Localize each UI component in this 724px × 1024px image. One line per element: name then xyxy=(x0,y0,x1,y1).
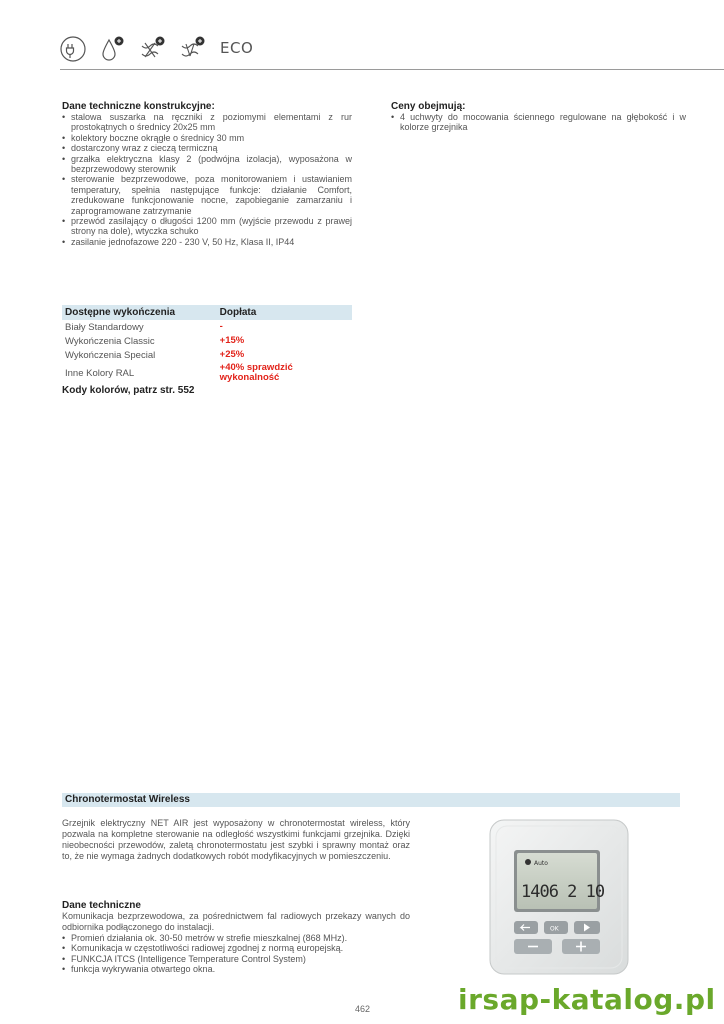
prices-list xyxy=(391,112,686,133)
table-row xyxy=(62,334,352,348)
table-row xyxy=(62,362,352,384)
finish-name: Biały Standardowy xyxy=(65,321,144,333)
thermostat-mode-label: Auto xyxy=(534,860,548,867)
ok-button-label: OK xyxy=(550,925,559,933)
construction-list xyxy=(62,112,352,247)
list-item: • 4 uchwyty do mocowania ściennego regulowane na głębokość i w kolorze grzejnika xyxy=(391,112,686,133)
construction-title: Dane techniczne konstrukcyjne: xyxy=(62,101,215,112)
chrono-tech-list xyxy=(62,933,410,975)
table-header-row xyxy=(62,305,352,320)
list-item: • dostarczony wraz z cieczą termiczną xyxy=(62,143,352,153)
list-item: • stalowa suszarka na ręczniki z poziomymi elementami z rur prostokątnych o średnicy 20x25 mm xyxy=(62,112,352,133)
finish-surcharge: - xyxy=(219,321,223,332)
table-row xyxy=(62,348,352,362)
prices-title: Ceny obejmują: xyxy=(391,101,466,112)
column-header: Dopłata xyxy=(217,305,352,320)
thermostat-image xyxy=(488,818,630,976)
list-item: • FUNKCJA ITCS (Intelligence Temperature Control System) xyxy=(62,954,410,964)
finish-name: Wykończenia Special xyxy=(65,349,156,361)
list-item: • sterowanie bezprzewodowe, poza monitorowaniem i ustawianiem temperatury, spełnia następujące funkcje: działanie Comfort, zredukowane funkcjonowanie nocne, zapobieganie zamarzaniu i zaprogramowane zatrzymanie xyxy=(62,174,352,216)
list-item: • Promień działania ok. 30-50 metrów w strefie mieszkalnej (868 MHz). xyxy=(62,933,410,943)
chrono-tech-section xyxy=(62,900,410,975)
water-drop-plus-icon xyxy=(98,32,128,64)
list-item: • Komunikacja w częstotliwości radiowej zgodnej z normą europejską. xyxy=(62,943,410,953)
chrono-tech-intro: Komunikacja bezprzewodowa, za pośrednictwem fal radiowych przekazy wanych do odbiornika podłączonego do instalacji. xyxy=(62,911,410,932)
thermostat-digits: 1406 2 10 xyxy=(521,882,605,902)
finish-surcharge: +25% xyxy=(219,349,245,360)
finish-name: Wykończenia Classic xyxy=(65,335,155,347)
construction-section xyxy=(62,101,352,247)
plug-icon xyxy=(58,32,88,64)
finish-surcharge: +15% xyxy=(219,335,245,346)
table-row xyxy=(62,320,352,334)
watermark: irsap-katalog.pl xyxy=(458,983,716,1016)
color-codes-note: Kody kolorów, patrz str. 552 xyxy=(62,385,195,396)
column-header: Dostępne wykończenia xyxy=(62,305,217,320)
finish-name: Inne Kolory RAL xyxy=(65,367,135,379)
eco-label: ECO xyxy=(220,39,254,57)
chrono-description: Grzejnik elektryczny NET AIR jest wyposażony w chronotermostat wireless, który pozwala na kompletne sterowanie na odległość wszystkimi funkcjami grzejnika. Dzięki nieobecności przewodów, zaletą chronotermostatu jest szybki i sprawny montaż oraz to, że nie wymaga żadnych dodatkowych robót modyfikacyjnych w pomieszczeniu. xyxy=(62,818,410,861)
list-item: • funkcja wykrywania otwartego okna. xyxy=(62,964,410,974)
fan-plus-icon xyxy=(178,32,208,64)
list-item: • zasilanie jednofazowe 220 - 230 V, 50 Hz, Klasa II, IP44 xyxy=(62,237,352,247)
header-divider xyxy=(60,69,724,70)
feature-icons xyxy=(58,30,253,66)
finishes-table xyxy=(62,305,352,384)
list-item: • grzałka elektryczna klasy 2 (podwójna izolacja), wyposażona w bezprzewodowy sterownik xyxy=(62,154,352,175)
chrono-section-title: Chronotermostat Wireless xyxy=(62,793,680,807)
chrono-tech-title: Dane techniczne xyxy=(62,900,141,911)
frost-plus-icon xyxy=(138,32,168,64)
list-item: • przewód zasilający o długości 1200 mm (wyjście przewodu z prawej strony na dole), wtyczka schuko xyxy=(62,216,352,237)
prices-section xyxy=(391,101,686,133)
page-number: 462 xyxy=(355,1004,371,1014)
list-item: • kolektory boczne okrągłe o średnicy 30 mm xyxy=(62,133,352,143)
finish-surcharge: +40% sprawdzić wykonalność xyxy=(219,362,293,383)
